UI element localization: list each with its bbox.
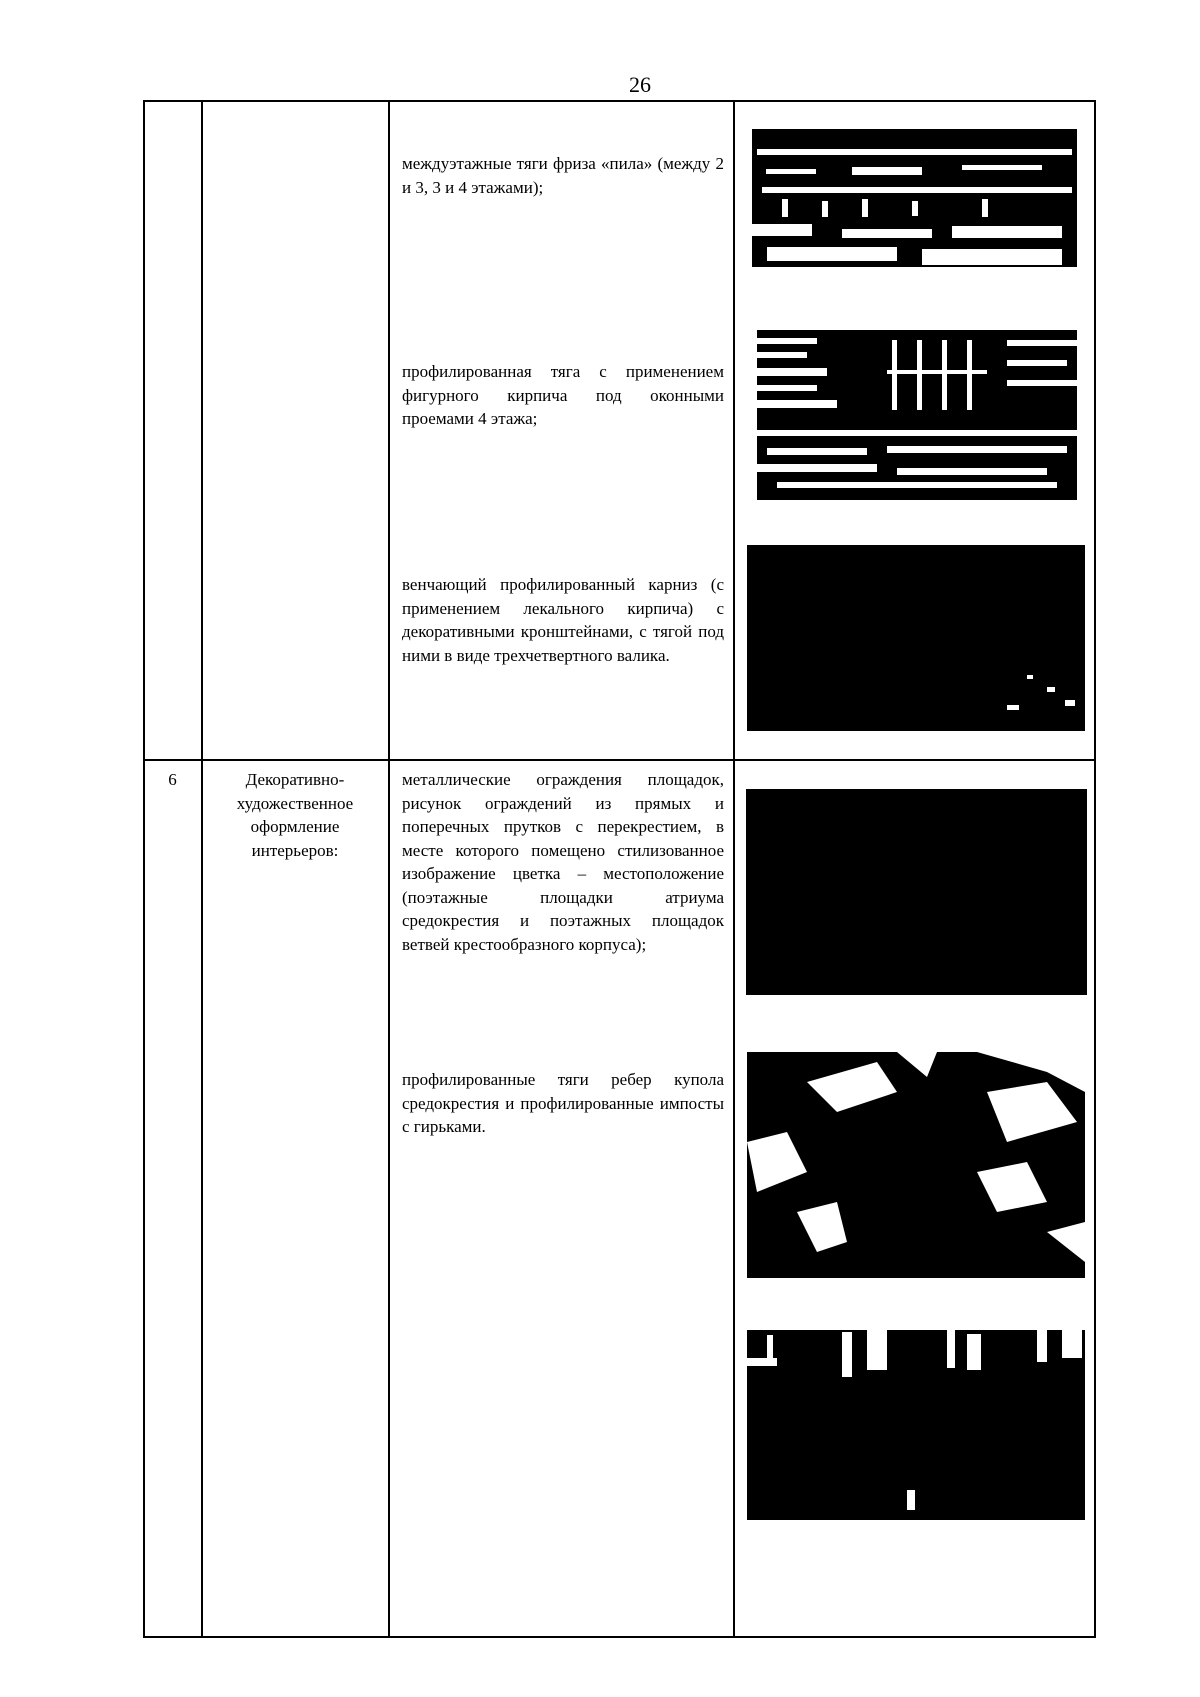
row-6-item-2-text: профилированные тяги ребер купола средокрестия и профилированные импосты с гирьками.: [402, 1070, 724, 1136]
photo-window-cornice: [757, 330, 1077, 500]
row-1-item-3-text: венчающий профилированный карниз (с применением лекального кирпича) с декоративными кронштейнами, с тягой под ними в виде трехчетвертного валика.: [402, 575, 724, 665]
page-number: 26: [629, 72, 651, 97]
row-6-item-1-text: металлические ограждения площадок, рисунок ограждений из прямых и поперечных прутков с перекрестием, в месте которого помещено стилизованное изображение цветка – местоположение (поэтажные площадки атриума средокрестия и поэтажных площадок ветвей крестообразного корпуса);: [402, 770, 724, 954]
row-6-name: Декоративно-художественное оформление интерьеров:: [236, 770, 354, 860]
photo-railings: [746, 789, 1087, 995]
photo-dome-ribs: [747, 1052, 1085, 1278]
table-border-right: [1094, 100, 1096, 1638]
column-divider-1: [201, 100, 203, 1638]
table-border-top: [143, 100, 1096, 102]
column-divider-2: [388, 100, 390, 1638]
photo-frieze-pila: [752, 129, 1077, 275]
table-border-bottom: [143, 1636, 1096, 1638]
row-1-item-2-text: профилированная тяга с применением фигурного кирпича под оконными проемами 4 этажа;: [402, 362, 724, 428]
column-divider-3: [733, 100, 735, 1638]
row-1-item-1-text: междуэтажные тяги фриза «пила» (между 2 и 3, 3 и 4 этажами);: [402, 154, 724, 197]
row-divider: [143, 759, 1096, 761]
row-6-number: 6: [168, 770, 177, 789]
table-border-left: [143, 100, 145, 1638]
photo-imposts: [747, 1330, 1085, 1520]
photo-crowning-cornice: [747, 545, 1085, 731]
